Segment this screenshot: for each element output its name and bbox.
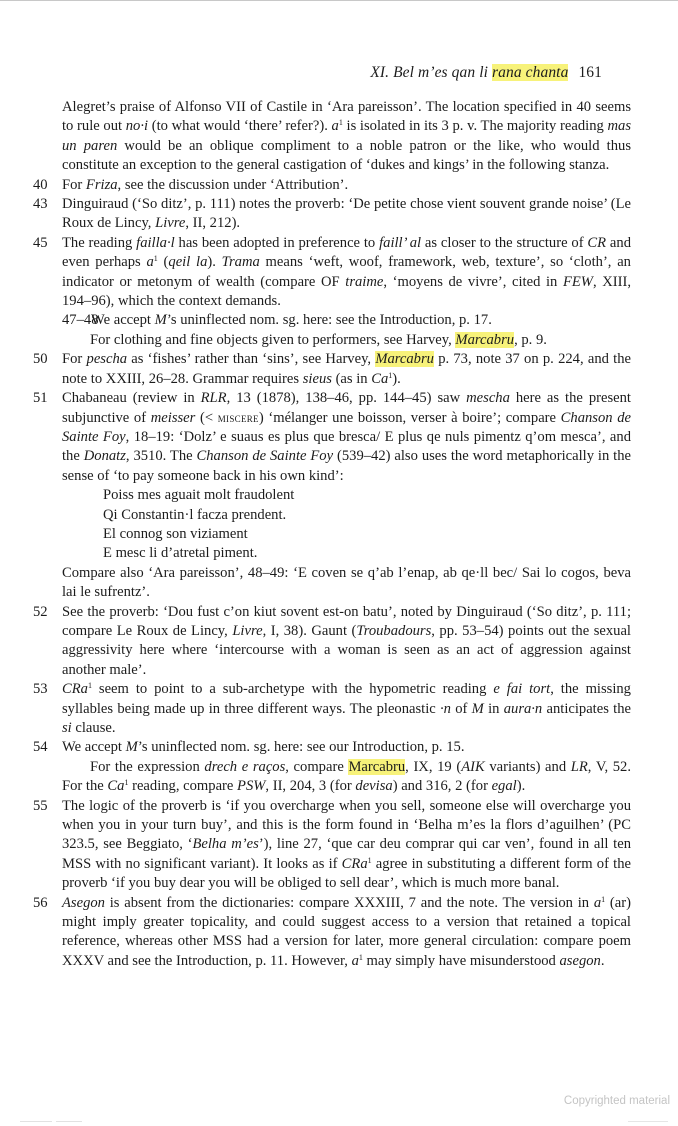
verse-line: El connog son viziament xyxy=(103,525,248,542)
note-45: 45 The reading failla·l has been adopted in preference to faill’ al as closer to the structure of CR and even perhaps $a^1$ (qeil la). Trama means ‘weft, woof, framework, web, texture’, so ‘cloth’, an indicator or metonym of wealth (compare OF traime, ‘moyens de vivre’, cited in FEW, XIII, 194–96), which the context demands. xyxy=(33,234,631,310)
note-47-48: 47–48 We accept M’s uninflected nom. sg. here: see the Introduction, p. 17. xyxy=(62,311,631,330)
verse-line: Qi Constantin·l facza prendent. xyxy=(103,506,287,523)
note-number: 45 xyxy=(33,234,48,251)
note-number: 50 xyxy=(33,351,48,368)
note-53: 53 CRa$^1$ seem to point to a sub-archetype with the hypometric reading e fai tort, the missing syllables being made up in three different ways. The pleonastic ·n of M in aura·n anticipates the si clause. xyxy=(33,681,631,736)
note-51: 51 Chabaneau (review in RLR, 13 (1878), 138–46, pp. 144–45) saw mescha here as the present subjunctive of meisser (< miscere) ‘mélanger une boisson, verser à boire’; compare Chanson de Sainte Foy, 18–19: ‘Dolz’ e suaus es plus que bresca/ E plus qe nuls pimentz q’om mesca’, and the Donatz, 3510. The Chanson de Sainte Foy (539–42) also uses the word metaphorically in the sense of ‘to pay someone back in his own kind’: xyxy=(33,390,631,484)
search-highlight: rana chanta xyxy=(491,64,569,81)
page-edge-mark xyxy=(628,1121,668,1122)
verse-line: E mesc li d’atretal piment. xyxy=(103,545,258,562)
note-number: 51 xyxy=(33,390,48,407)
note-number: 40 xyxy=(33,176,48,193)
note-51-after-verse: Compare also ‘Ara pareisson’, 48–49: ‘E coven se q’ab l’enap, ab qe·ll bec/ Sai lo cogos, beva lai le sufrentz’. xyxy=(62,564,631,601)
note-number: 47–48 xyxy=(62,312,99,329)
note-47-48-paragraph-2: For clothing and fine objects given to performers, see Harvey, Marcabru, p. 9. xyxy=(90,331,547,348)
notes-body xyxy=(33,98,631,971)
note-56: 56 Asegon is absent from the dictionaries: compare XXXIII, 7 and the note. The version in $a^1$ (ar) might imply greater topicality, and could suggest access to a version that retained a topical reference, whereas other MSS had a version for later, more general circulation: compare poem XXXV and see the Introduction, p. 11. However, $a^1$ may simply have misunderstood asegon. xyxy=(33,894,631,969)
note-number: 54 xyxy=(33,739,48,756)
note-number: 52 xyxy=(33,603,48,620)
note-43: 43 Dinguiraud (‘So ditz’, p. 111) notes the proverb: ‘De petite chose vient souvent grande noise’ (Le Roux de Lincy, Livre, II, 212). xyxy=(33,196,631,232)
top-border xyxy=(0,0,678,1)
search-highlight: Marcabru xyxy=(455,331,515,348)
note-54-paragraph-2: For the expression drech e raços, compare Marcabru, IX, 19 (AIK variants) and LR, V, 52. For the Ca$^1$ reading, compare PSW, II, 204, 3 (for devisa) and 316, 2 (for egal). xyxy=(62,758,631,795)
copyright-watermark: Copyrighted material xyxy=(563,1095,670,1107)
note-55: 55 The logic of the proverb is ‘if you overcharge when you sell, someone else will overcharge you when you in your turn buy’, and this is the form found in ‘Belha m’es la flors d’aguilhen’ (PC 323.5, see Beggiato, ‘Belha m’es’), line 27, ‘que car deu comprar qui car ven’, found in all ten MSS with no significant variant). It looks as if CRa$^1$ agree in substituting a different form of the proverb ‘if you buy dear you will be obliged to sell dear’, which is much more banal. xyxy=(33,797,631,892)
note-40: 40 For Friza, see the discussion under ‘Attribution’. xyxy=(62,176,631,195)
note-54: 54 We accept M’s uninflected nom. sg. here: see our Introduction, p. 15. xyxy=(62,738,631,757)
verse-line: Poiss mes aguait molt fraudolent xyxy=(103,487,295,504)
search-highlight: Marcabru xyxy=(348,758,406,775)
note-number: 43 xyxy=(33,196,48,213)
note-50: 50 For pescha as ‘fishes’ rather than ‘sins’, see Harvey, Marcabru p. 73, note 37 on p. 224, and the note to XXIII, 26–28. Grammar requires sieus (as in Ca$^1$). xyxy=(33,351,631,387)
search-highlight: Marcabru xyxy=(375,351,434,368)
page-edge-mark xyxy=(56,1121,82,1122)
note-number: 55 xyxy=(33,797,48,814)
note-52: 52 See the proverb: ‘Dou fust c’on kiut sovent est-on batu’, noted by Dinguiraud (‘So ditz’, p. 111; compare Le Roux de Lincy, Livre, I, 38). Gaunt (Troubadours, pp. 53–54) points out the sexual aggressivity here where ‘intercourse with a woman is seen as an act of aggression against another male’. xyxy=(33,603,631,678)
page-edge-mark xyxy=(20,1121,52,1122)
note-continuation: Alegret’s praise of Alfonso VII of Castile in ‘Ara pareisson’. The location specified in 40 seems to rule out no·i (to what would ‘there’ refer?). $a^1$ is isolated in its 3 p. v. The majority reading mas un paren would be an oblique compliment to a noble patron or the like, who would thus constitute an exception to the general castigation of ‘dukes and kings’ in the following stanza. xyxy=(62,99,631,174)
note-number: 53 xyxy=(33,681,48,698)
running-head-title: XI. Bel m’es qan li xyxy=(370,64,492,81)
note-number: 56 xyxy=(33,894,48,911)
running-head xyxy=(370,64,602,82)
page-number: 161 xyxy=(578,64,602,81)
